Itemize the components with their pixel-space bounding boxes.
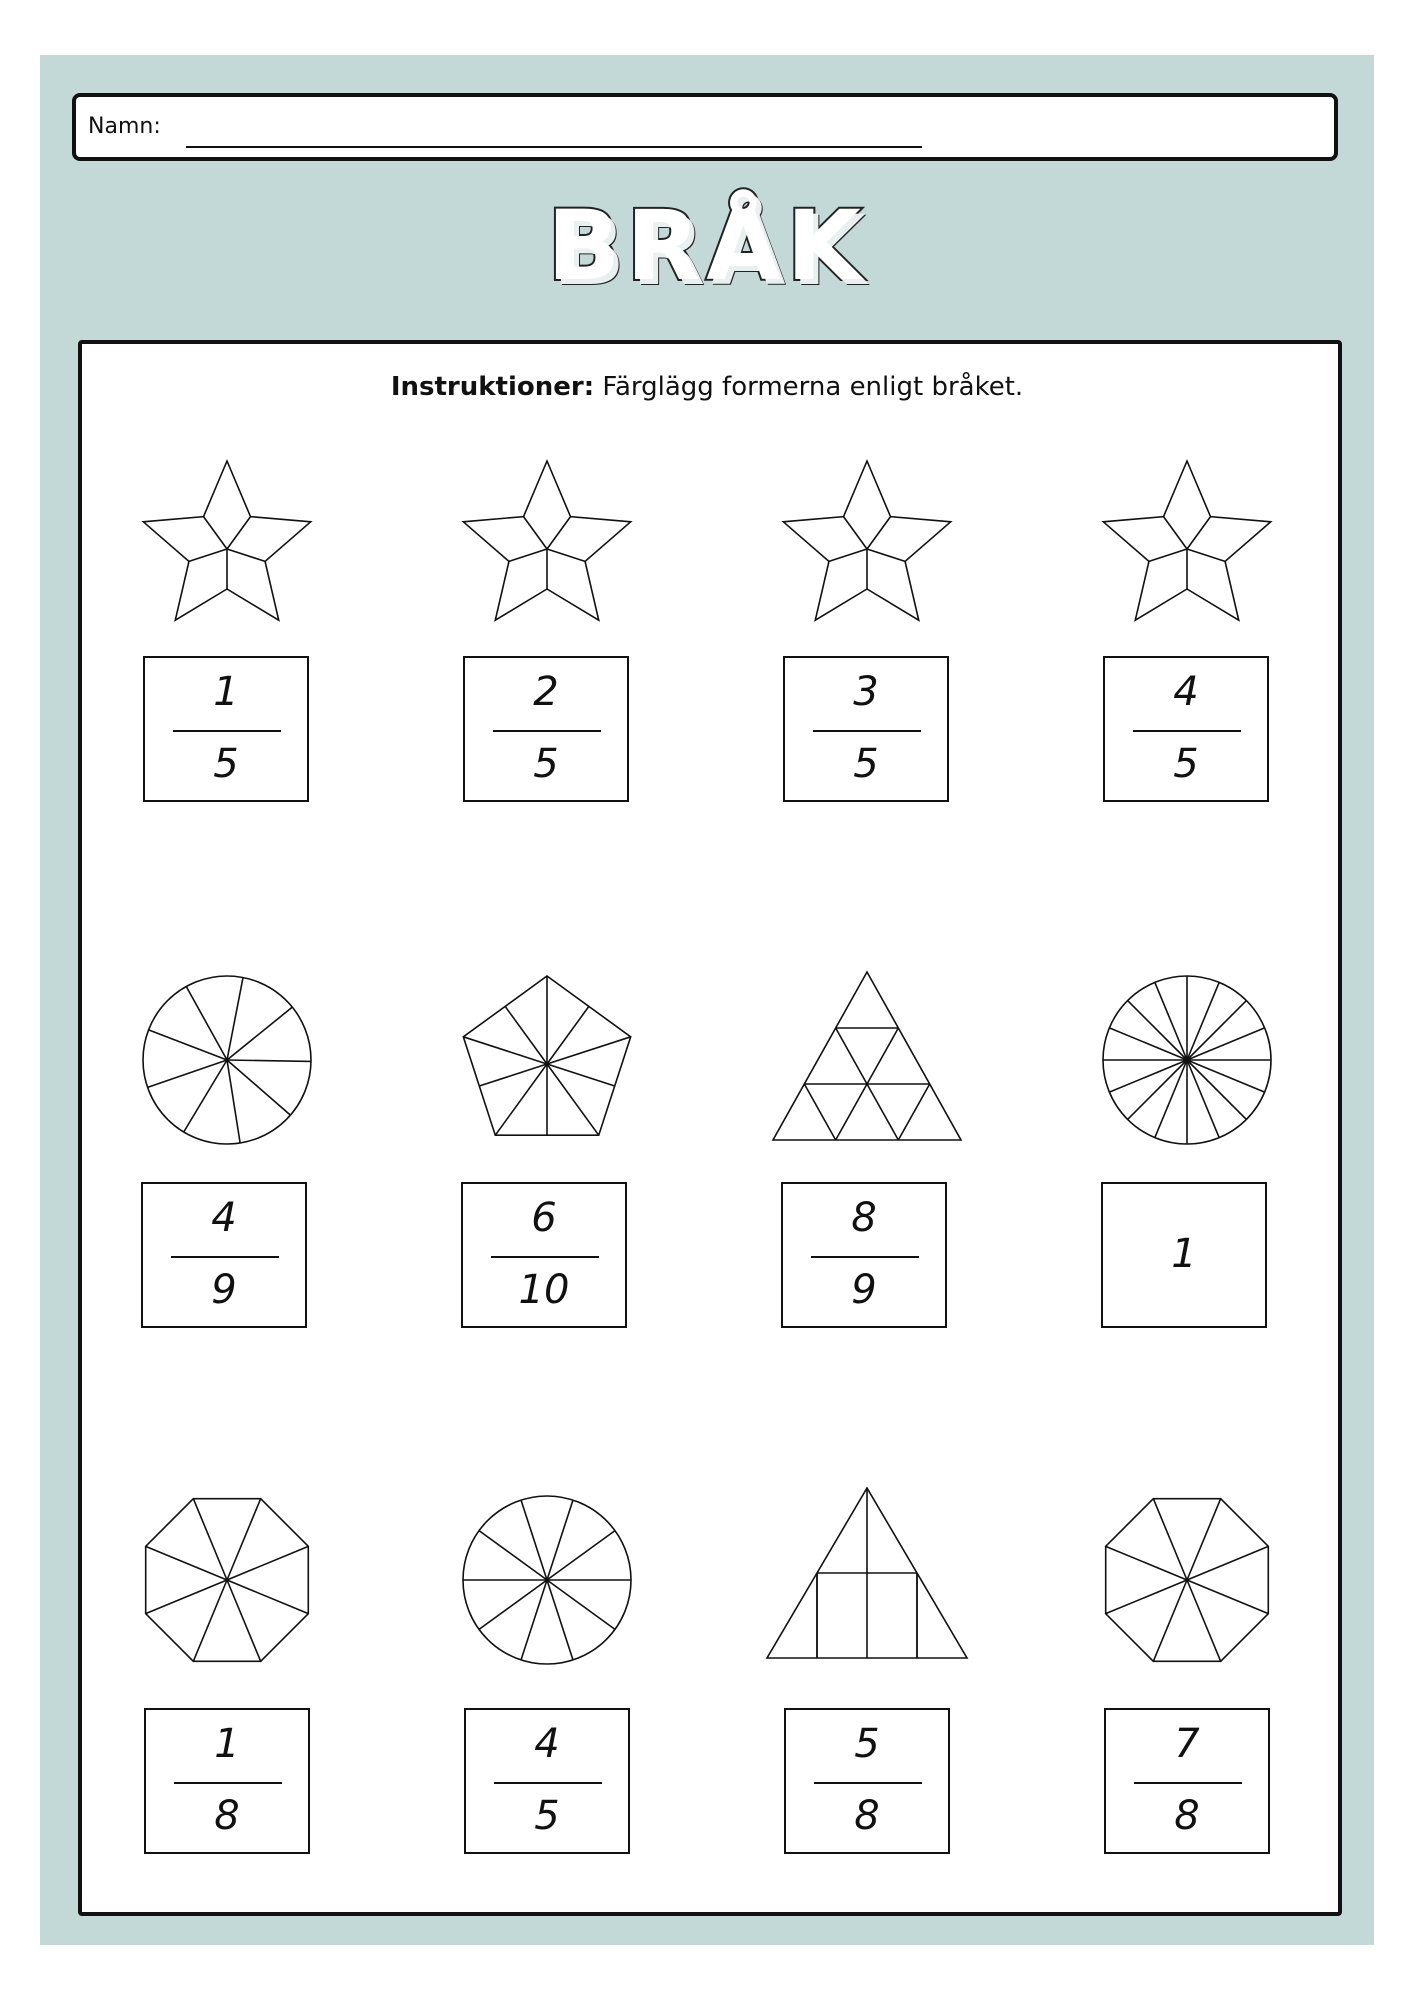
triangle-shape: [773, 972, 961, 1140]
denominator: 5: [1173, 741, 1199, 787]
instructions-label: Instruktioner:: [390, 372, 595, 402]
circle-divider[interactable]: [521, 1580, 547, 1660]
page-title: BRÅK: [547, 190, 867, 302]
pentagon-shape-divider[interactable]: [547, 1006, 589, 1064]
star-divider[interactable]: [1149, 549, 1187, 561]
denominator: 10: [518, 1267, 570, 1313]
numerator: 7: [1174, 1721, 1200, 1767]
circle-divider[interactable]: [521, 1500, 547, 1580]
star-divider[interactable]: [1187, 549, 1225, 561]
instructions-text: Färglägg formerna enligt bråket.: [594, 372, 1024, 402]
name-label: Namn:: [88, 114, 161, 139]
star-outline[interactable]: [783, 461, 950, 620]
circle-divider[interactable]: [227, 1060, 311, 1061]
circle-shape: [143, 976, 311, 1144]
circle-divider[interactable]: [227, 1060, 240, 1143]
fraction-bar: [171, 1256, 279, 1258]
denominator: 5: [213, 741, 239, 787]
fraction-box: [783, 656, 949, 802]
circle-divider[interactable]: [1128, 1001, 1187, 1060]
numerator: 6: [531, 1195, 557, 1241]
octagon-shape: [1106, 1499, 1269, 1662]
fraction-box: [143, 656, 309, 802]
denominator: 9: [851, 1267, 877, 1313]
fraction-box: [1103, 656, 1269, 802]
fraction-box: [1104, 1708, 1270, 1854]
numerator: 1: [214, 1721, 240, 1767]
triangle-outline[interactable]: [773, 972, 961, 1140]
pentagon-shape-divider[interactable]: [547, 1037, 631, 1064]
star-divider[interactable]: [1163, 517, 1187, 549]
fraction-bar: [814, 1782, 922, 1784]
circle-divider[interactable]: [227, 1060, 290, 1115]
fraction-box: [144, 1708, 310, 1854]
fraction-box: [141, 1182, 307, 1328]
fraction-box: [784, 1708, 950, 1854]
circle-divider[interactable]: [148, 1060, 227, 1087]
fraction-box: [463, 656, 629, 802]
triangle-shape: [767, 1488, 967, 1658]
star-divider[interactable]: [867, 517, 891, 549]
numerator: 4: [1173, 669, 1199, 715]
denominator: 8: [854, 1793, 880, 1839]
circle-divider[interactable]: [1187, 1060, 1246, 1119]
circle-divider[interactable]: [547, 1531, 615, 1580]
circle-divider[interactable]: [227, 1007, 292, 1060]
numerator: 1: [213, 669, 239, 715]
circle-divider[interactable]: [186, 987, 227, 1060]
star-divider[interactable]: [189, 549, 227, 561]
numerator: 4: [211, 1195, 237, 1241]
circle-divider[interactable]: [547, 1500, 573, 1580]
star-divider[interactable]: [829, 549, 867, 561]
fraction-bar: [811, 1256, 919, 1258]
pentagon-shape-divider[interactable]: [479, 1064, 547, 1086]
star-divider[interactable]: [227, 517, 251, 549]
star-divider[interactable]: [547, 517, 571, 549]
circle-shape: [1103, 976, 1271, 1144]
denominator: 5: [534, 1793, 560, 1839]
circle-divider[interactable]: [1128, 1060, 1187, 1119]
pentagon-shape-divider[interactable]: [495, 1064, 547, 1135]
star-divider[interactable]: [227, 549, 265, 561]
pentagon-shape-divider[interactable]: [547, 1064, 599, 1135]
fraction-bar: [491, 1256, 599, 1258]
star-outline[interactable]: [143, 461, 310, 620]
fraction-bar: [494, 1782, 602, 1784]
star-shape: [463, 461, 630, 620]
fraction-bar: [813, 730, 921, 732]
denominator: 9: [211, 1267, 237, 1313]
circle-divider[interactable]: [479, 1580, 547, 1629]
star-divider[interactable]: [547, 549, 585, 561]
star-divider[interactable]: [867, 549, 905, 561]
denominator: 8: [1174, 1793, 1200, 1839]
whole-number: 1: [1171, 1231, 1197, 1277]
fraction-bar: [173, 730, 281, 732]
star-outline[interactable]: [1103, 461, 1270, 620]
fraction-bar: [493, 730, 601, 732]
star-divider[interactable]: [1187, 517, 1211, 549]
fraction-box: [1101, 1182, 1267, 1328]
star-divider[interactable]: [203, 517, 227, 549]
denominator: 5: [853, 741, 879, 787]
fraction-bar: [1134, 1782, 1242, 1784]
circle-divider[interactable]: [547, 1580, 615, 1629]
star-divider[interactable]: [523, 517, 547, 549]
star-divider[interactable]: [509, 549, 547, 561]
fraction-box: [461, 1182, 627, 1328]
star-shape: [1103, 461, 1270, 620]
circle-divider[interactable]: [184, 1060, 227, 1132]
circle-shape: [463, 1496, 631, 1664]
pentagon-shape-divider[interactable]: [547, 1064, 615, 1086]
pentagon-shape-divider[interactable]: [463, 1037, 547, 1064]
triangle-divider[interactable]: [804, 1084, 835, 1140]
numerator: 2: [533, 669, 559, 715]
pentagon-shape: [463, 976, 630, 1135]
numerator: 4: [534, 1721, 560, 1767]
circle-divider[interactable]: [149, 1030, 227, 1060]
star-shape: [783, 461, 950, 620]
fraction-bar: [174, 1782, 282, 1784]
numerator: 3: [853, 669, 879, 715]
circle-divider[interactable]: [1187, 1001, 1246, 1060]
star-shape: [143, 461, 310, 620]
numerator: 8: [851, 1195, 877, 1241]
fraction-box: [781, 1182, 947, 1328]
star-divider[interactable]: [843, 517, 867, 549]
fraction-box: [464, 1708, 630, 1854]
numerator: 5: [854, 1721, 880, 1767]
denominator: 5: [533, 741, 559, 787]
star-outline[interactable]: [463, 461, 630, 620]
circle-divider[interactable]: [547, 1580, 573, 1660]
denominator: 8: [214, 1793, 240, 1839]
fraction-bar: [1133, 730, 1241, 732]
circle-divider[interactable]: [227, 978, 243, 1060]
octagon-shape: [146, 1499, 309, 1662]
pentagon-shape-divider[interactable]: [505, 1006, 547, 1064]
circle-divider[interactable]: [479, 1531, 547, 1580]
triangle-divider[interactable]: [898, 1084, 929, 1140]
